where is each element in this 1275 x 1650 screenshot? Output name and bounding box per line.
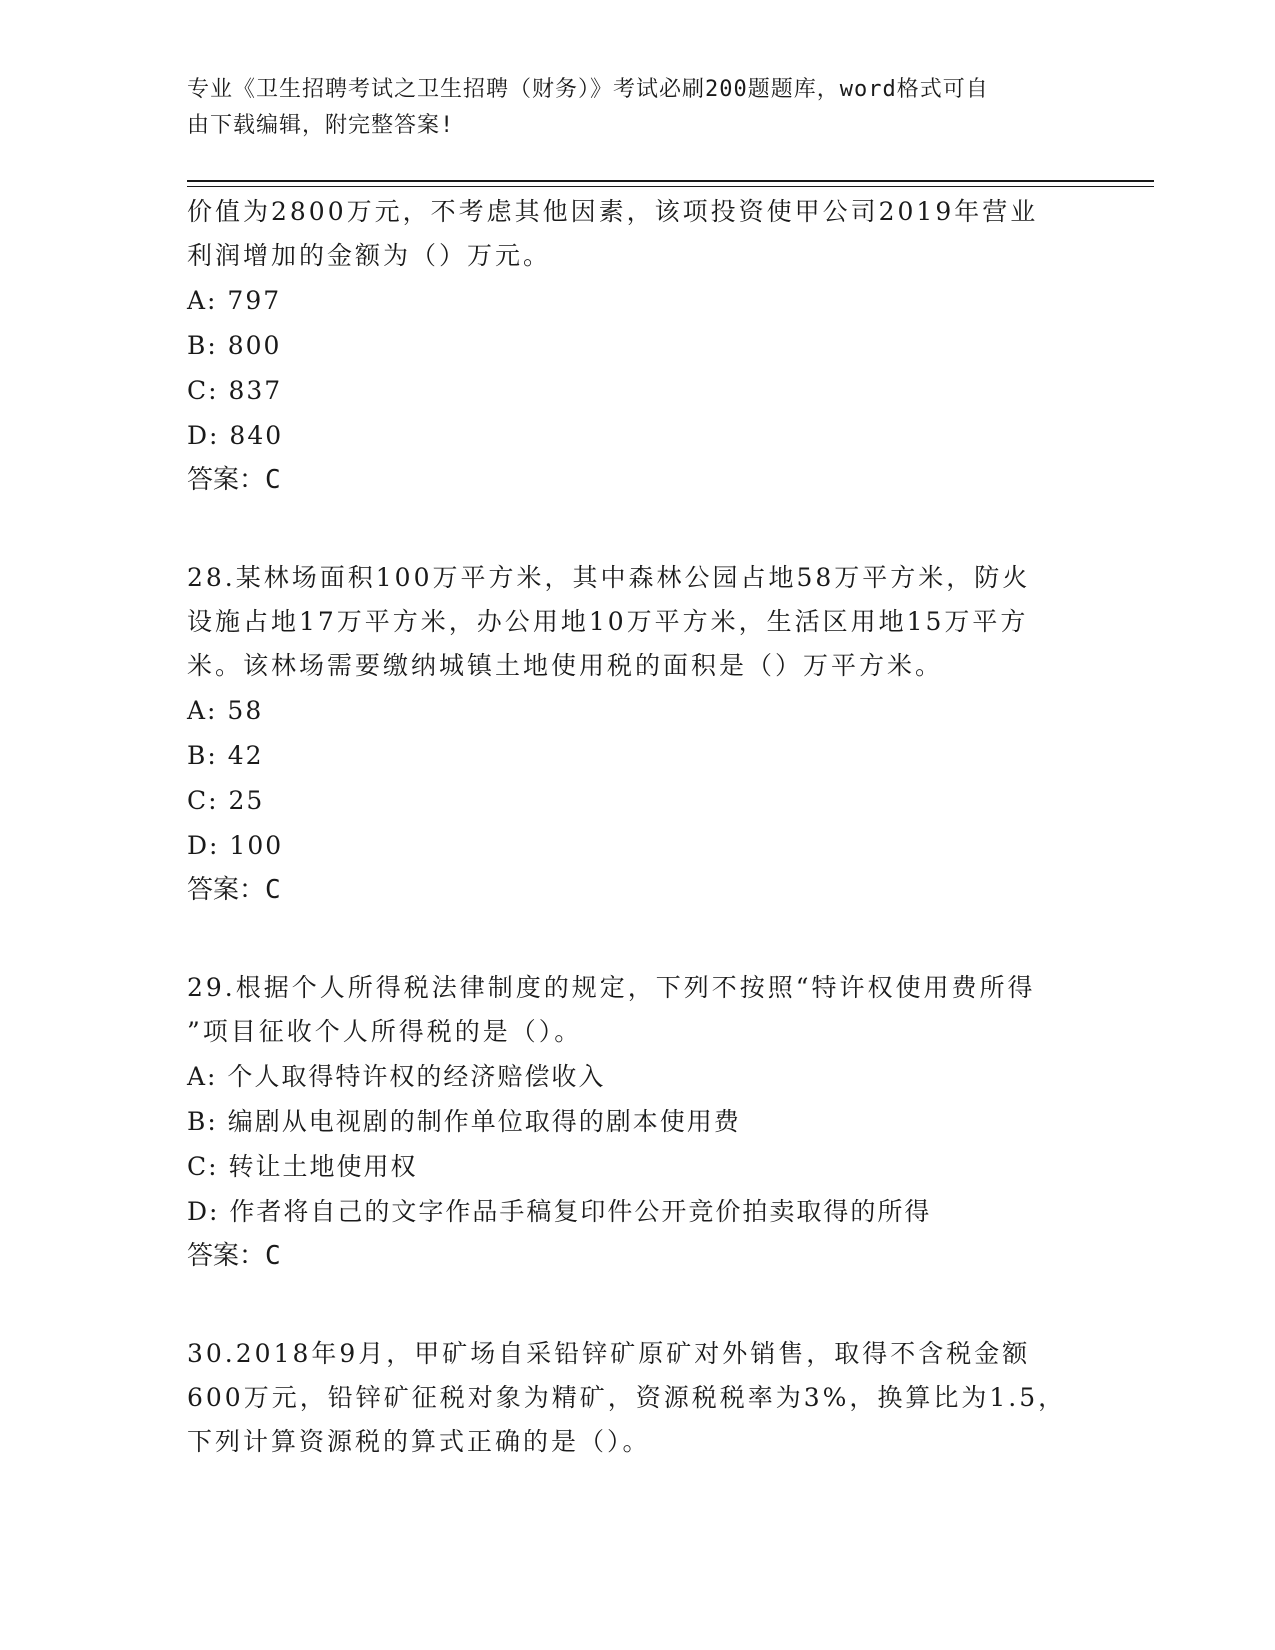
- option-c: C: 837: [187, 376, 283, 405]
- question-text: [187, 966, 1087, 1054]
- question-line: 价值为2800万元，不考虑其他因素，该项投资使甲公司2019年营业: [187, 197, 1039, 226]
- answer-line: 答案：C: [187, 465, 281, 495]
- header-divider-thin: [187, 186, 1154, 187]
- question-text: [187, 556, 1087, 688]
- question-line: 30.2018年9月，甲矿场自采铅锌矿原矿对外销售，取得不含税金额: [187, 1339, 1031, 1368]
- option-b: B: 800: [187, 331, 282, 360]
- header-divider-thick: [187, 180, 1154, 182]
- question-line: 米。该林场需要缴纳城镇土地使用税的面积是（）万平方米。: [187, 651, 944, 680]
- question-text: [187, 190, 1087, 278]
- option-d: D: 作者将自己的文字作品手稿复印件公开竞价拍卖取得的所得: [187, 1197, 932, 1226]
- question-block: [187, 966, 1087, 1278]
- option-a: A: 个人取得特许权的经济赔偿收入: [187, 1062, 606, 1091]
- question-line: ”项目征收个人所得税的是（）。: [187, 1017, 583, 1046]
- header-line-1: 专业《卫生招聘考试之卫生招聘（财务）》考试必刷200题题库，word格式可自: [187, 77, 989, 102]
- question-line: 利润增加的金额为（）万元。: [187, 241, 552, 270]
- option-b: B: 42: [187, 741, 264, 770]
- option-d: D: 840: [187, 421, 284, 450]
- option-a: A: 58: [187, 696, 264, 725]
- option-c: C: 25: [187, 786, 265, 815]
- question-line: 28.某林场面积100万平方米，其中森林公园占地58万平方米，防火: [187, 563, 1031, 592]
- option-c: C: 转让土地使用权: [187, 1152, 418, 1181]
- question-line: 600万元，铅锌矿征税对象为精矿，资源税税率为3%，换算比为1.5，: [187, 1383, 1067, 1412]
- question-block: [187, 1332, 1087, 1464]
- header-line-2: 由下载编辑，附完整答案!: [187, 113, 455, 138]
- question-list: [187, 190, 1087, 1464]
- option-d: D: 100: [187, 831, 284, 860]
- option-a: A: 797: [187, 286, 282, 315]
- answer-line: 答案：C: [187, 875, 281, 905]
- answer-line: 答案：C: [187, 1241, 281, 1271]
- question-line: 设施占地17万平方米，办公用地10万平方米，生活区用地15万平方: [187, 607, 1029, 636]
- question-line: 29.根据个人所得税法律制度的规定，下列不按照“特许权使用费所得: [187, 973, 1036, 1002]
- question-text: [187, 1332, 1087, 1464]
- question-block: [187, 556, 1087, 912]
- question-line: 下列计算资源税的算式正确的是（）。: [187, 1427, 651, 1456]
- question-block: [187, 190, 1087, 502]
- document-header: [187, 72, 1067, 144]
- option-b: B: 编剧从电视剧的制作单位取得的剧本使用费: [187, 1107, 741, 1136]
